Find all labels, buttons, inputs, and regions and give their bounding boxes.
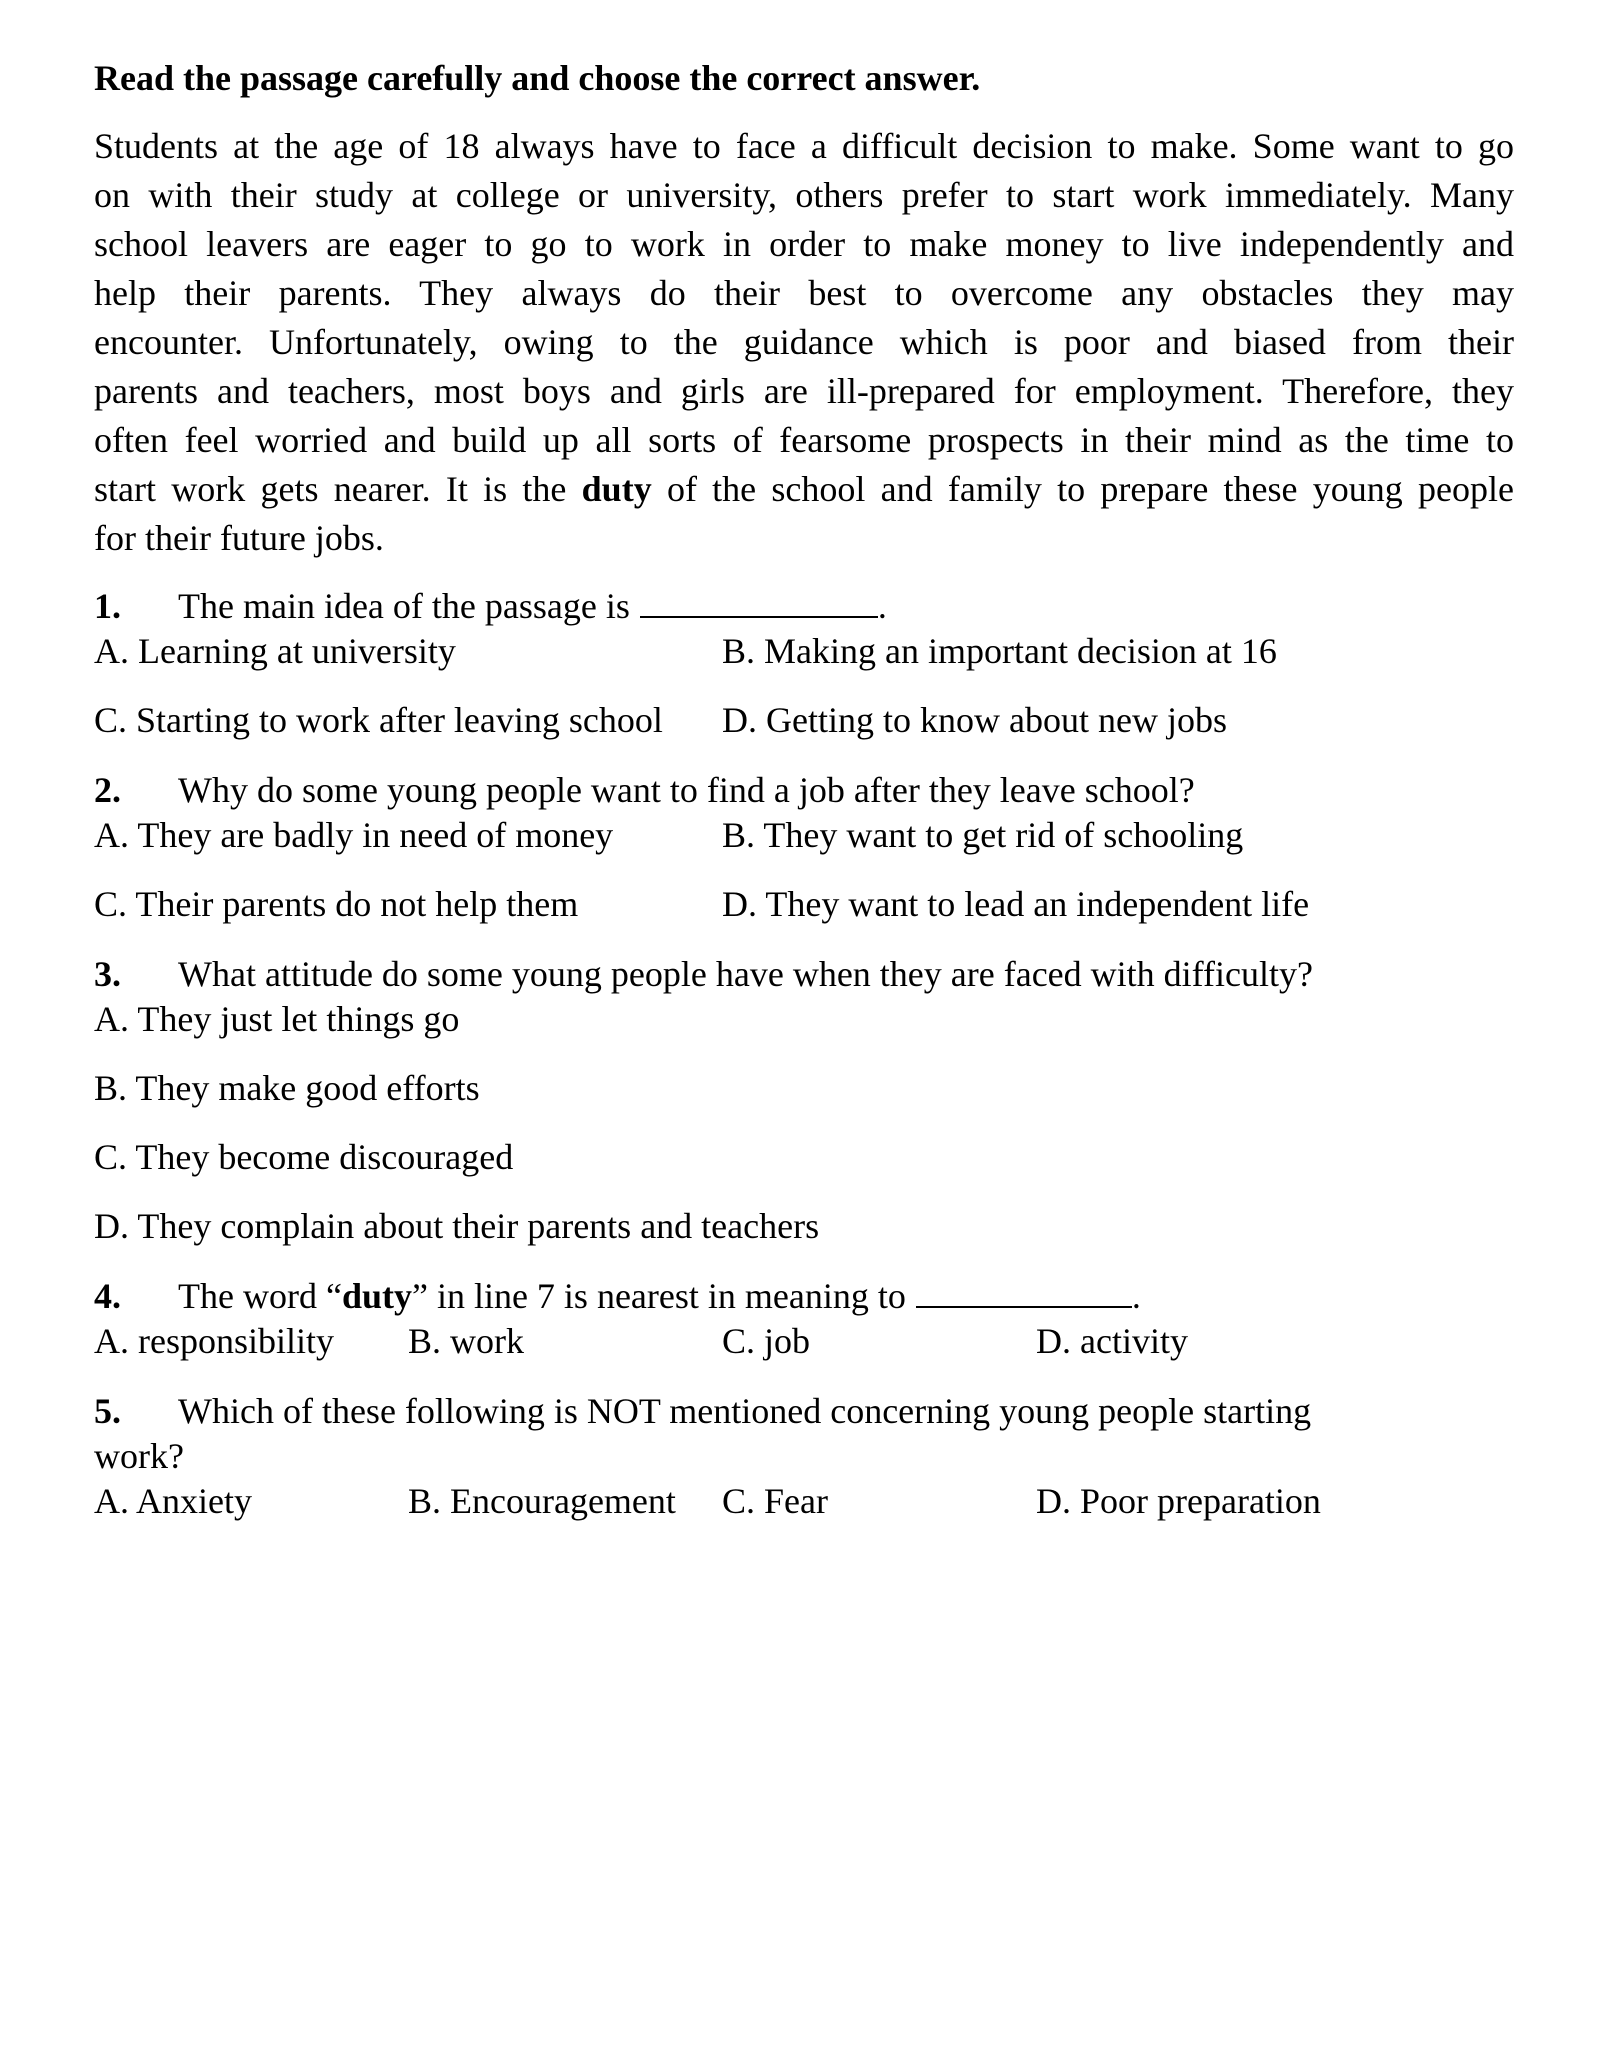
question-4 bbox=[94, 1273, 1141, 1319]
passage-line: school leavers are eager to go to work in order to make money to live independently and bbox=[94, 224, 1514, 264]
option-d[interactable]: D. They want to lead an independent life bbox=[722, 884, 1310, 924]
option-c[interactable]: C. They become discouraged bbox=[94, 1137, 514, 1177]
passage-keyword: duty bbox=[581, 469, 652, 509]
question-text: Why do some young people want to find a job after they leave school? bbox=[178, 770, 1195, 810]
option-d[interactable]: D. activity bbox=[1036, 1321, 1188, 1361]
passage-line: on with their study at college or university, others prefer to start work immediately. Many bbox=[94, 175, 1514, 215]
question-5-continued bbox=[94, 1433, 184, 1479]
option-b[interactable]: B. They make good efforts bbox=[94, 1068, 480, 1108]
question-keyword: duty bbox=[341, 1276, 412, 1316]
question-text: The main idea of the passage is bbox=[178, 586, 630, 626]
question-text: work? bbox=[94, 1436, 184, 1476]
option-b[interactable]: B. They want to get rid of schooling bbox=[722, 815, 1244, 855]
question-number: 4. bbox=[94, 1276, 121, 1316]
question-5 bbox=[94, 1388, 1311, 1434]
passage-text: of the school and family to prepare these young people bbox=[651, 469, 1514, 509]
reading-passage bbox=[94, 122, 1514, 563]
question-number: 1. bbox=[94, 586, 121, 626]
option-a[interactable]: A. responsibility bbox=[94, 1321, 334, 1361]
passage-line: Students at the age of 18 always have to face a difficult decision to make. Some want to go bbox=[94, 126, 1514, 166]
option-d[interactable]: D. Getting to know about new jobs bbox=[722, 700, 1227, 740]
question-3 bbox=[94, 951, 1313, 997]
passage-line: often feel worried and build up all sorts of fearsome prospects in their mind as the time to bbox=[94, 420, 1514, 460]
question-punct: . bbox=[1131, 1276, 1141, 1316]
instruction-heading: Read the passage carefully and choose the correct answer. bbox=[94, 58, 981, 98]
option-b[interactable]: B. Making an important decision at 16 bbox=[722, 631, 1277, 671]
question-number: 5. bbox=[94, 1391, 121, 1431]
passage-line: for their future jobs. bbox=[94, 518, 384, 558]
question-number: 2. bbox=[94, 770, 121, 810]
option-b[interactable]: B. Encouragement bbox=[408, 1481, 676, 1521]
option-a[interactable]: A. They are badly in need of money bbox=[94, 815, 614, 855]
option-c[interactable]: C. Fear bbox=[722, 1481, 828, 1521]
passage-text: start work gets nearer. It is the bbox=[94, 469, 582, 509]
passage-line bbox=[94, 465, 1514, 514]
option-a[interactable]: A. Learning at university bbox=[94, 631, 456, 671]
option-c[interactable]: C. job bbox=[722, 1321, 811, 1361]
question-number: 3. bbox=[94, 954, 121, 994]
passage-line: parents and teachers, most boys and girls are ill-prepared for employment. Therefore, they bbox=[94, 371, 1514, 411]
question-punct: . bbox=[877, 586, 887, 626]
answer-blank bbox=[916, 1276, 1132, 1308]
answer-blank bbox=[640, 586, 878, 618]
passage-line: encounter. Unfortunately, owing to the guidance which is poor and biased from their bbox=[94, 322, 1514, 362]
question-text: What attitude do some young people have when they are faced with difficulty? bbox=[178, 954, 1313, 994]
option-d[interactable]: D. Poor preparation bbox=[1036, 1481, 1321, 1521]
option-c[interactable]: C. Their parents do not help them bbox=[94, 884, 579, 924]
option-b[interactable]: B. work bbox=[408, 1321, 524, 1361]
question-2 bbox=[94, 767, 1195, 813]
option-d[interactable]: D. They complain about their parents and teachers bbox=[94, 1206, 820, 1246]
option-a[interactable]: A. They just let things go bbox=[94, 999, 460, 1039]
question-1 bbox=[94, 583, 887, 629]
question-text: ” in line 7 is nearest in meaning to bbox=[411, 1276, 906, 1316]
question-text: The word “ bbox=[178, 1276, 342, 1316]
question-text: Which of these following is NOT mentioned concerning young people starting bbox=[178, 1391, 1312, 1431]
option-a[interactable]: A. Anxiety bbox=[94, 1481, 252, 1521]
option-c[interactable]: C. Starting to work after leaving school bbox=[94, 700, 663, 740]
passage-line: help their parents. They always do their best to overcome any obstacles they may bbox=[94, 273, 1514, 313]
